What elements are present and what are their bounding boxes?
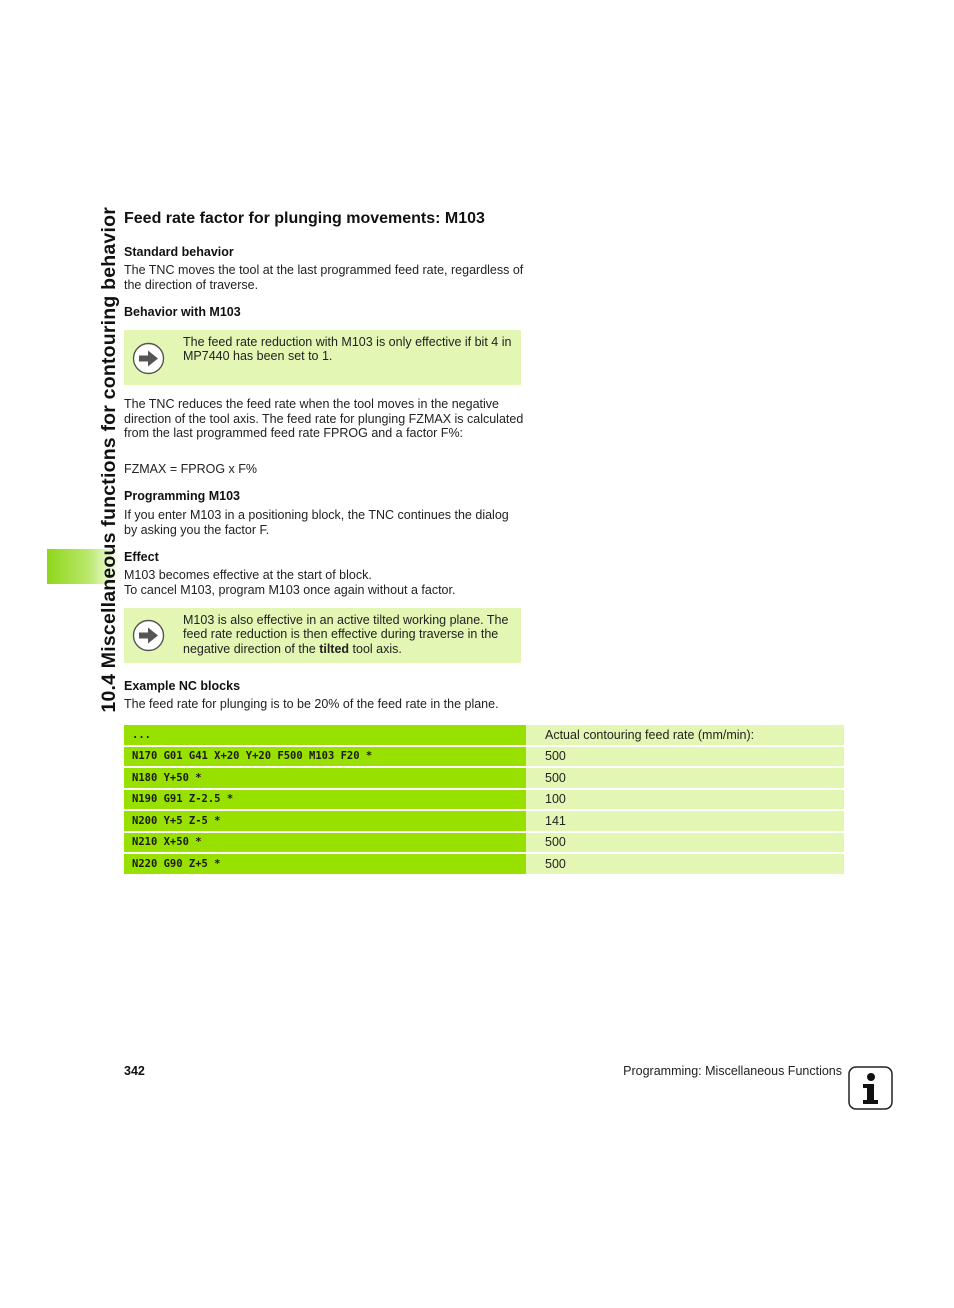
formula: FZMAX = FPROG x F% — [124, 462, 257, 476]
chapter-title: 10.4 Miscellaneous functions for contouring behavior — [98, 207, 120, 713]
behavior-text: The TNC reduces the feed rate when the tool moves in the negative direction of the tool axis. The feed rate for plunging FZMAX is calculated from the last programmed feed rate FPROG and a factor F%: — [124, 397, 524, 441]
behavior-heading: Behavior with M103 — [124, 305, 241, 319]
note-box-bit4 — [124, 330, 521, 385]
page-number: 342 — [124, 1064, 145, 1078]
info-icon — [848, 1066, 893, 1110]
table-row — [124, 747, 844, 767]
table-row — [124, 833, 844, 853]
effect-line-2: To cancel M103, program M103 once again without a factor. — [124, 583, 456, 597]
nc-code-cell: N190 G91 Z-2.5 * — [124, 790, 526, 810]
table-row — [124, 854, 844, 874]
effect-line-1: M103 becomes effective at the start of block. — [124, 568, 372, 582]
note-text-bit4: The feed rate reduction with M103 is only effective if bit 4 in MP7440 has been set to 1. — [183, 335, 512, 364]
example-text: The feed rate for plunging is to be 20% of the feed rate in the plane. — [124, 697, 499, 711]
table-row — [124, 725, 844, 745]
example-heading: Example NC blocks — [124, 679, 241, 693]
feed-rate-cell: 100 — [526, 790, 844, 810]
feed-rate-cell: 500 — [526, 747, 844, 767]
feed-rate-cell: 500 — [526, 768, 844, 788]
table-row — [124, 790, 844, 810]
note-text-part: M103 is also effective in an active tilted working plane. The feed rate reduction is then effective during traverse in the negative direction of the — [183, 613, 509, 656]
nc-code-cell: N200 Y+5 Z-5 * — [124, 811, 526, 831]
note-text-bold: tilted — [319, 641, 350, 656]
note-text-tilted — [183, 613, 513, 656]
programming-text: If you enter M103 in a positioning block, the TNC continues the dialog by asking you the factor F. — [124, 508, 509, 537]
programming-heading: Programming M103 — [124, 489, 241, 503]
feed-rate-cell: Actual contouring feed rate (mm/min): — [526, 725, 844, 745]
note-box-tilted — [124, 608, 521, 663]
effect-heading: Effect — [124, 550, 159, 564]
nc-code-cell: N170 G01 G41 X+20 Y+20 F500 M103 F20 * — [124, 747, 526, 767]
note-text-part: tool axis. — [349, 641, 402, 656]
standard-heading: Standard behavior — [124, 245, 234, 259]
nc-code-cell: N180 Y+50 * — [124, 768, 526, 788]
section-title: Feed rate factor for plunging movements: M103 — [124, 210, 485, 227]
arrow-right-icon — [132, 342, 165, 375]
feed-rate-cell: 500 — [526, 854, 844, 874]
nc-code-cell: N210 X+50 * — [124, 833, 526, 853]
nc-code-cell: ... — [124, 725, 526, 745]
feed-rate-cell: 141 — [526, 811, 844, 831]
footer-title: Programming: Miscellaneous Functions — [623, 1064, 842, 1078]
feed-rate-cell: 500 — [526, 833, 844, 853]
table-row — [124, 811, 844, 831]
nc-blocks-table — [124, 723, 844, 876]
table-row — [124, 768, 844, 788]
nc-code-cell: N220 G90 Z+5 * — [124, 854, 526, 874]
standard-text: The TNC moves the tool at the last programmed feed rate, regardless of the direction of traverse. — [124, 263, 524, 292]
arrow-right-icon — [132, 619, 165, 652]
